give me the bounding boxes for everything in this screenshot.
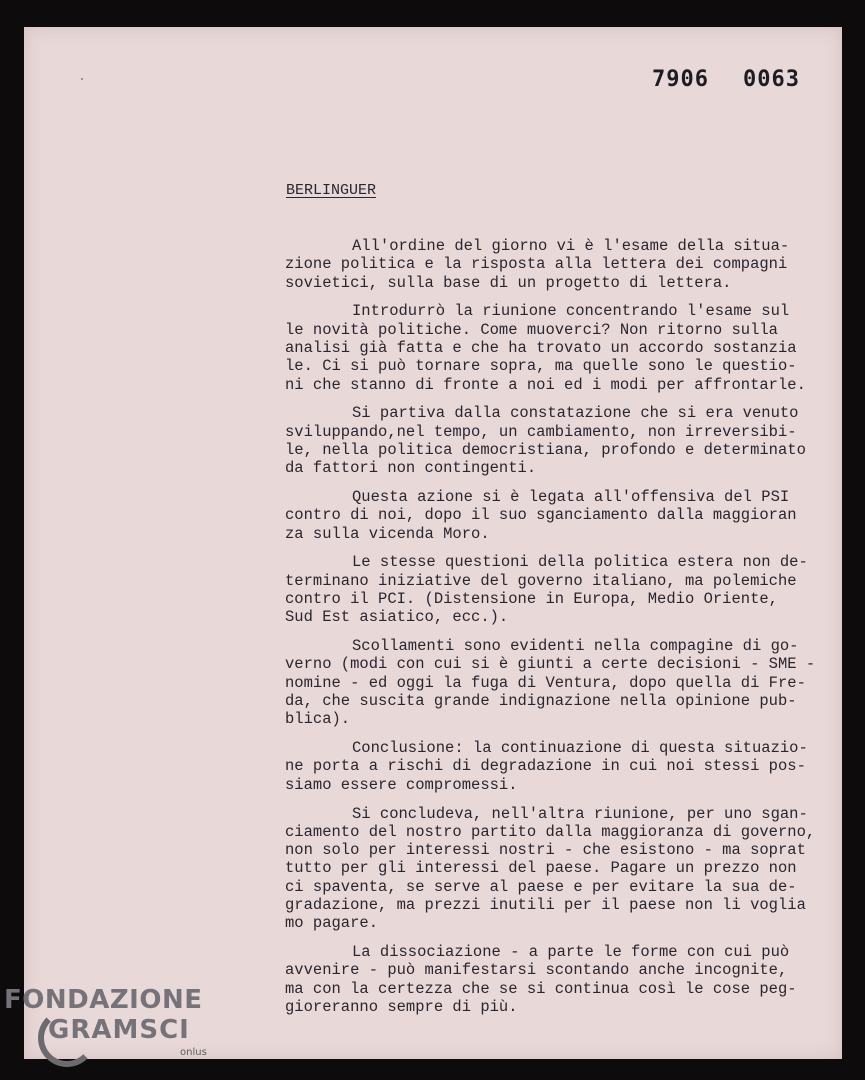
text-line: ni che stanno di fronte a noi ed i modi per affrontarle.	[285, 375, 806, 394]
document-number-left: 7906	[652, 67, 709, 92]
text-line: zione politica e la risposta alla lettera dei compagni	[285, 255, 788, 274]
text-line: nomine - ed oggi la fuga di Ventura, dopo quella di Fre-	[285, 673, 806, 692]
text-line: Le stesse questioni della politica estera non de-	[352, 553, 808, 572]
text-line: ci spaventa, se serve al paese e per evitare la sua de-	[285, 877, 797, 896]
paragraph	[285, 637, 845, 728]
text-line: gioreranno sempre di più.	[285, 997, 518, 1016]
text-line: siamo essere compromessi.	[285, 775, 518, 794]
text-line: La dissociazione - a parte le forme con cui può	[352, 943, 790, 962]
document-number-right: 0063	[742, 67, 800, 92]
text-line: Questa azione si è legata all'offensiva del PSI	[352, 488, 790, 507]
paragraph	[285, 302, 845, 393]
text-line: da, che suscita grande indignazione nella opinione pub-	[285, 692, 797, 711]
text-line: mo pagare.	[285, 914, 379, 933]
text-line: Scollamenti sono evidenti nella compagine di go-	[352, 637, 799, 656]
text-line: contro di noi, dopo il suo sganciamento dalla maggioran	[285, 506, 797, 525]
paragraph	[285, 739, 845, 794]
text-line: gradazione, ma prezzi inutili per il paese non li voglia	[285, 896, 806, 914]
logo-line-3: onlus	[180, 1047, 207, 1058]
text-line: terminano iniziative del governo italiano, ma polemiche	[285, 571, 797, 590]
text-line: verno (modi con cui si è giunti a certe decisioni - SME -	[285, 655, 816, 674]
text-line: ciamento del nostro partito dalla maggioranza di governo,	[285, 822, 816, 841]
speaker-heading: BERLINGUER	[286, 182, 377, 199]
paragraph	[285, 404, 845, 477]
paragraph	[285, 237, 845, 292]
fondazione-gramsci-logo	[4, 983, 219, 1080]
text-line: tutto per gli interessi del paese. Pagare un prezzo non	[285, 859, 797, 878]
text-line: contro il PCI. (Distensione in Europa, Medio Oriente,	[285, 590, 778, 609]
text-line: analisi già fatta e che ha trovato un accordo sostanzia	[285, 338, 797, 357]
document-page	[24, 27, 842, 1059]
text-line: avvenire - può manifestarsi scontando anche incognite,	[285, 961, 788, 980]
text-line: le, nella politica democristiana, profondo e determinato	[285, 440, 806, 459]
paper-mark	[81, 78, 83, 80]
text-line: za sulla vicenda Moro.	[285, 524, 490, 543]
text-line: All'ordine del giorno vi è l'esame della situa-	[352, 237, 790, 255]
text-line: blica).	[285, 710, 351, 729]
text-line: le novità politiche. Come muoverci? Non ritorno sulla	[285, 320, 778, 339]
logo-line-2: GRAMSCI	[48, 1015, 190, 1045]
text-line: sviluppando,nel tempo, un cambiamento, non irreversibi-	[285, 422, 797, 441]
document-body	[285, 237, 845, 1027]
paragraph	[285, 488, 845, 543]
text-line: ne porta a rischi di degradazione in cui noi stessi pos-	[285, 757, 806, 776]
text-line: Introdurrò la riunione concentrando l'esame sul	[352, 302, 790, 321]
text-line: Conclusione: la continuazione di questa situazio-	[352, 739, 808, 758]
document-number	[652, 67, 800, 92]
text-line: ma con la certezza che se si continua così le cose peg-	[285, 979, 797, 998]
text-line: Si concludeva, nell'altra riunione, per uno sgan-	[352, 804, 808, 823]
logo-line-1: FONDAZIONE	[4, 985, 203, 1015]
paragraph	[285, 553, 845, 626]
text-line: le. Ci si può tornare sopra, ma quelle sono le questio-	[285, 357, 797, 376]
text-line: sovietici, sulla base di un progetto di lettera.	[285, 273, 732, 292]
paragraph	[285, 943, 845, 1016]
faded-stamp	[249, 67, 289, 687]
text-line: non solo per interessi nostri - che esistono - ma soprat	[285, 841, 806, 860]
text-line: Sud Est asiatico, ecc.).	[285, 608, 509, 627]
text-line: da fattori non contingenti.	[285, 459, 537, 478]
text-line: Si partiva dalla constatazione che si era venuto	[352, 404, 799, 423]
paragraph	[285, 805, 845, 933]
